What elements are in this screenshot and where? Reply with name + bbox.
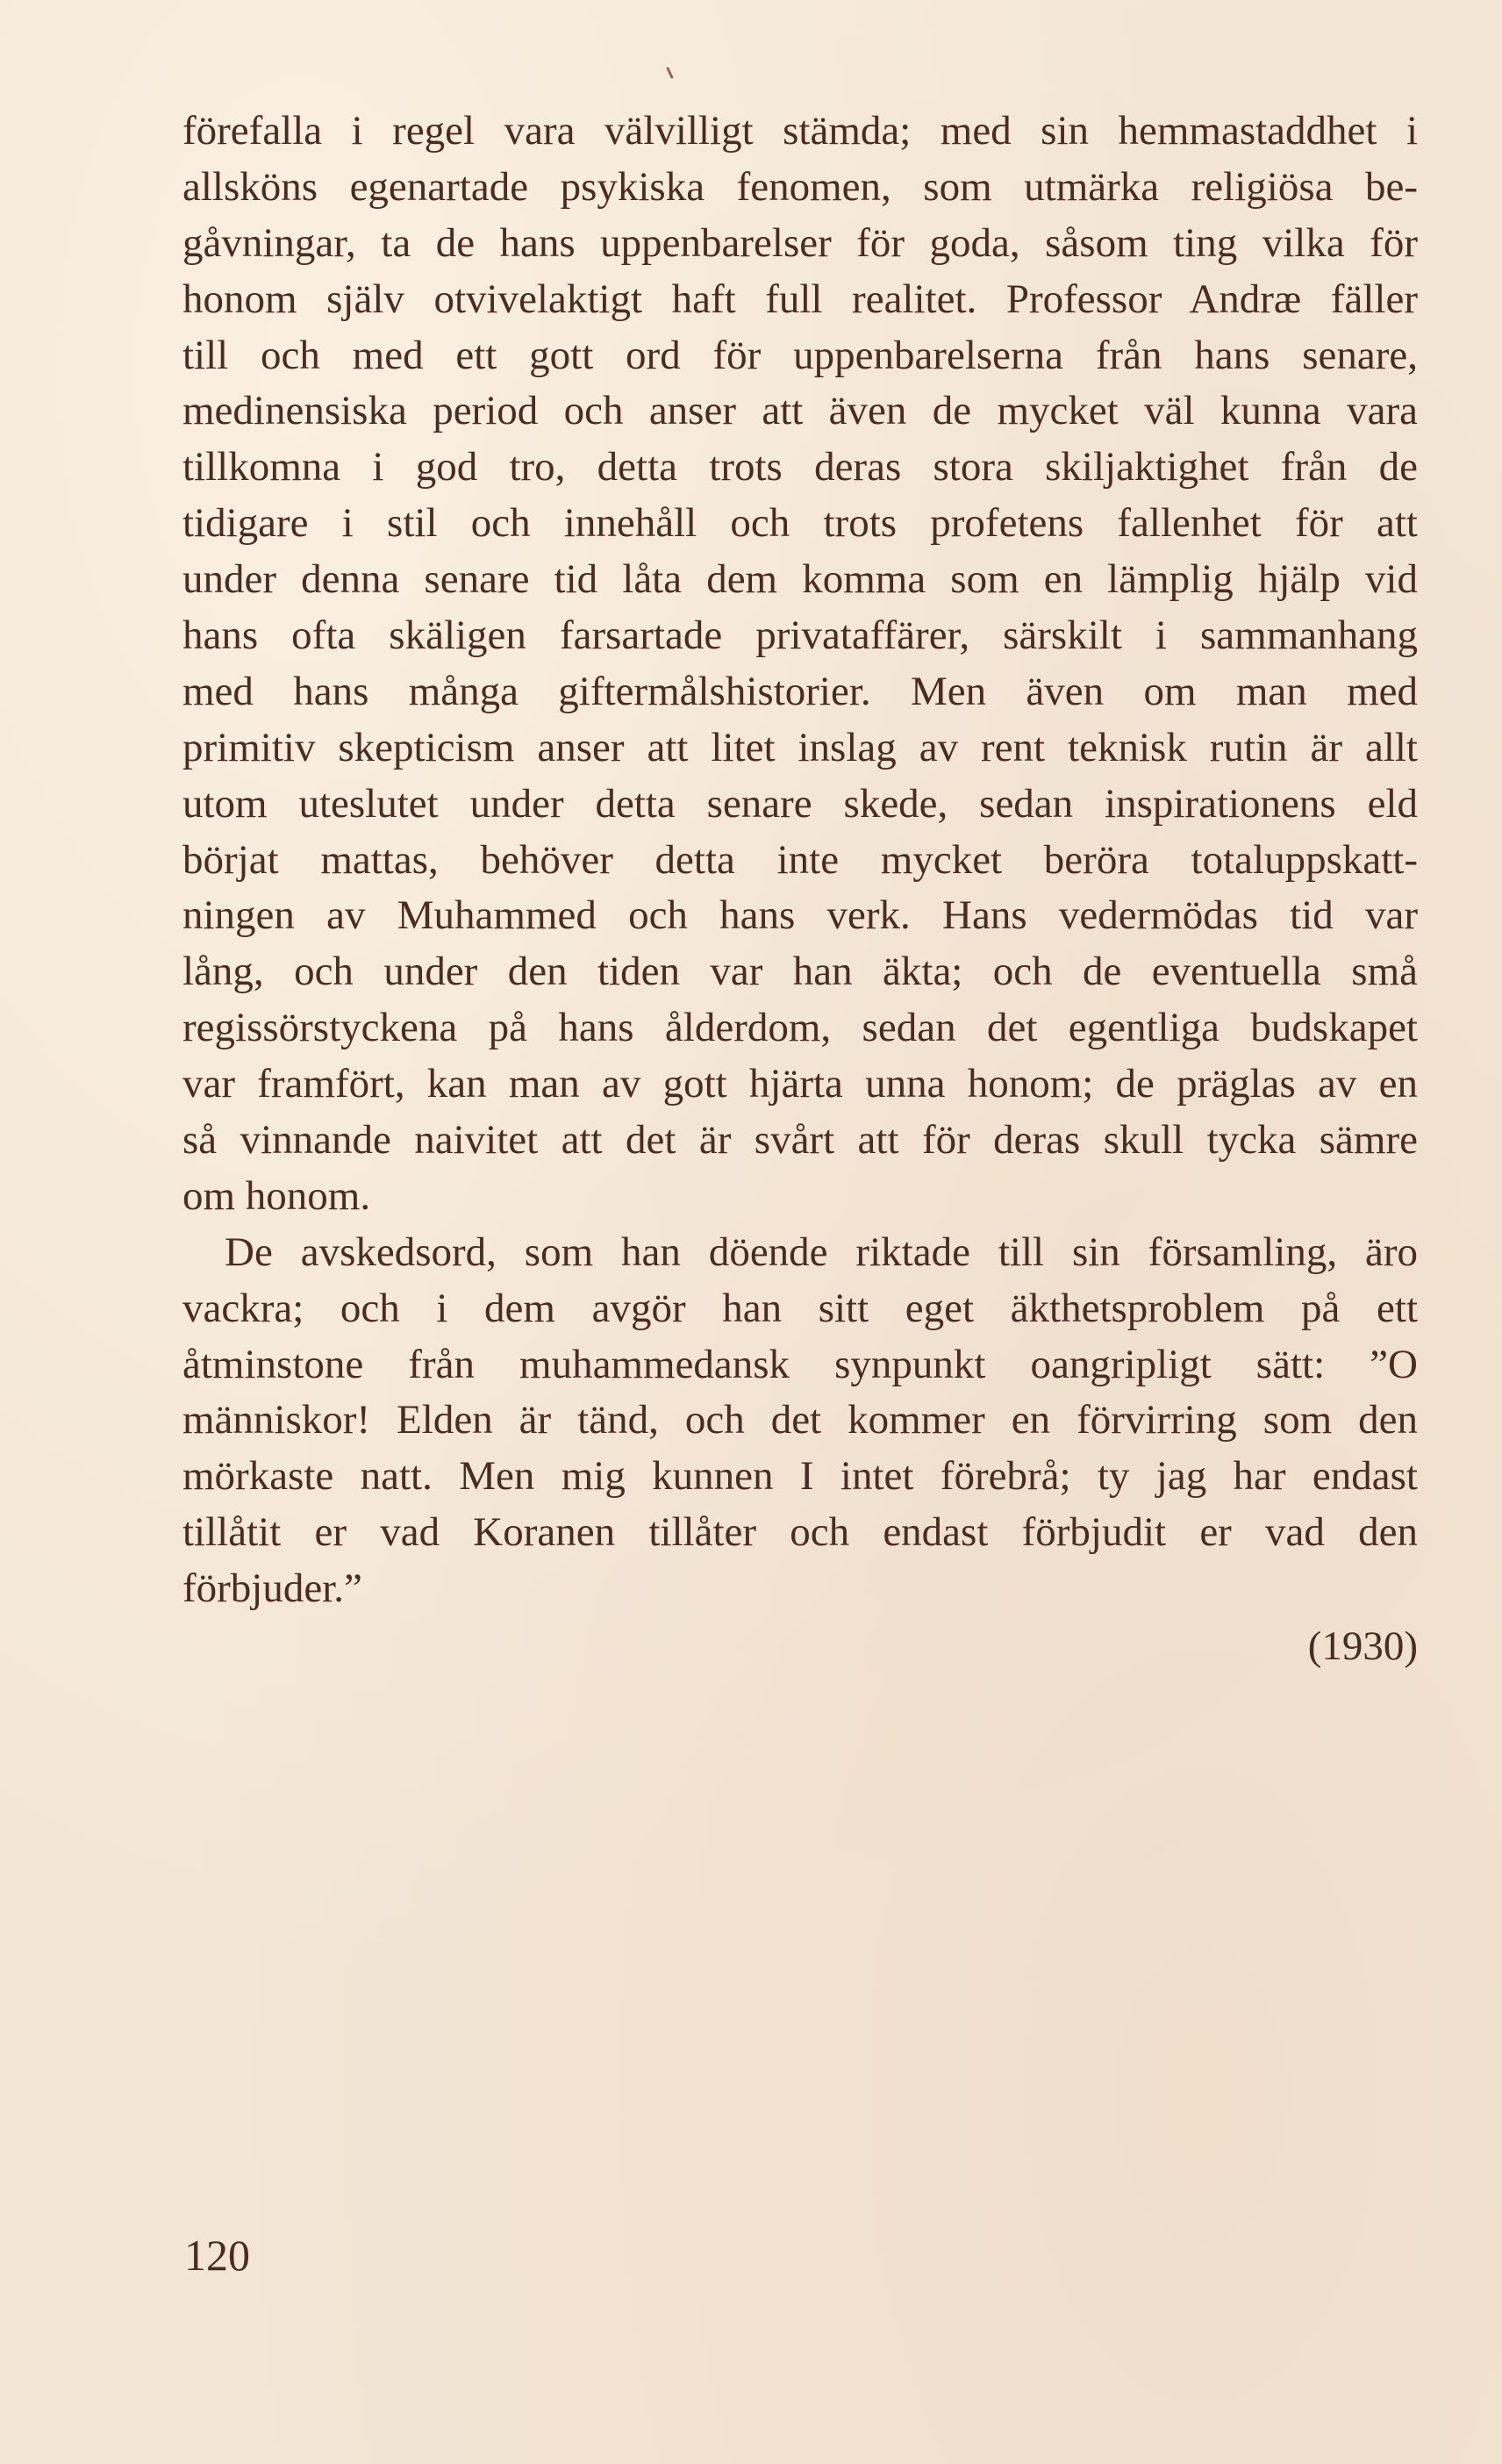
text-line: medinensiska period och anser att även de mycket väl kunna vara: [182, 388, 1418, 434]
page-number: 120: [184, 2231, 250, 2280]
text-line: lång, och under den tiden var han äkta; och de eventuella små: [182, 949, 1418, 995]
text-line: vackra; och i dem avgör han sitt eget äkthetsproblem på ett: [182, 1285, 1418, 1331]
paragraph-end-line: om honom.: [182, 1172, 371, 1219]
text-line: börjat mattas, behöver detta inte mycket beröra totaluppskatt-: [182, 836, 1418, 883]
text-line: primitiv skepticism anser att litet inslag av rent teknisk rutin är allt: [182, 724, 1418, 770]
text-line: till och med ett gott ord för uppenbarelserna från hans senare,: [182, 332, 1418, 378]
text-line: hans ofta skäligen farsartade privataffärer, särskilt i sammanhang: [182, 612, 1418, 659]
text-line: gåvningar, ta de hans uppenbarelser för goda, såsom ting vilka för: [182, 219, 1418, 266]
paragraph-end-line: förbjuder.”: [182, 1565, 362, 1612]
text-line: förefalla i regel vara välvilligt stämda; med sin hemmastaddhet i: [182, 108, 1418, 154]
text-line: med hans många giftermålshistorier. Men även om man med: [182, 668, 1418, 714]
text-line: regissörstyckena på hans ålderdom, sedan det egentliga budskapet: [182, 1005, 1418, 1051]
body-text: [182, 104, 1418, 1617]
text-line: honom själv otvivelaktigt haft full realitet. Professor Andræ fäller: [182, 276, 1418, 322]
essay-date: (1930): [1307, 1623, 1418, 1669]
text-line: åtminstone från muhammedansk synpunkt oangripligt sätt: ”O: [182, 1341, 1418, 1387]
text-line: allsköns egenartade psykiska fenomen, som utmärka religiösa be-: [182, 163, 1418, 210]
text-line: tillkomna i god tro, detta trots deras stora skiljaktighet från de: [182, 444, 1418, 491]
text-line: mörkaste natt. Men mig kunnen I intet förebrå; ty jag har endast: [182, 1453, 1418, 1500]
text-line: människor! Elden är tänd, och det kommer en förvirring som den: [182, 1397, 1418, 1443]
text-line: under denna senare tid låta dem komma som en lämplig hjälp vid: [182, 556, 1418, 603]
ink-speck: [666, 67, 674, 79]
text-line: ningen av Muhammed och hans verk. Hans vedermödas tid var: [182, 892, 1418, 939]
text-line: så vinnande naivitet att det är svårt att för deras skull tycka sämre: [182, 1117, 1418, 1164]
text-line: tidigare i stil och innehåll och trots profetens fallenhet för att: [182, 500, 1418, 547]
text-line: tillåtit er vad Koranen tillåter och endast förbjudit er vad den: [182, 1509, 1418, 1556]
paragraph-start-line: De avskedsord, som han döende riktade till sin församling, äro: [225, 1228, 1418, 1275]
text-line: utom uteslutet under detta senare skede, sedan inspirationens eld: [182, 780, 1418, 827]
text-line: var framfört, kan man av gott hjärta unna honom; de präglas av en: [182, 1061, 1418, 1107]
